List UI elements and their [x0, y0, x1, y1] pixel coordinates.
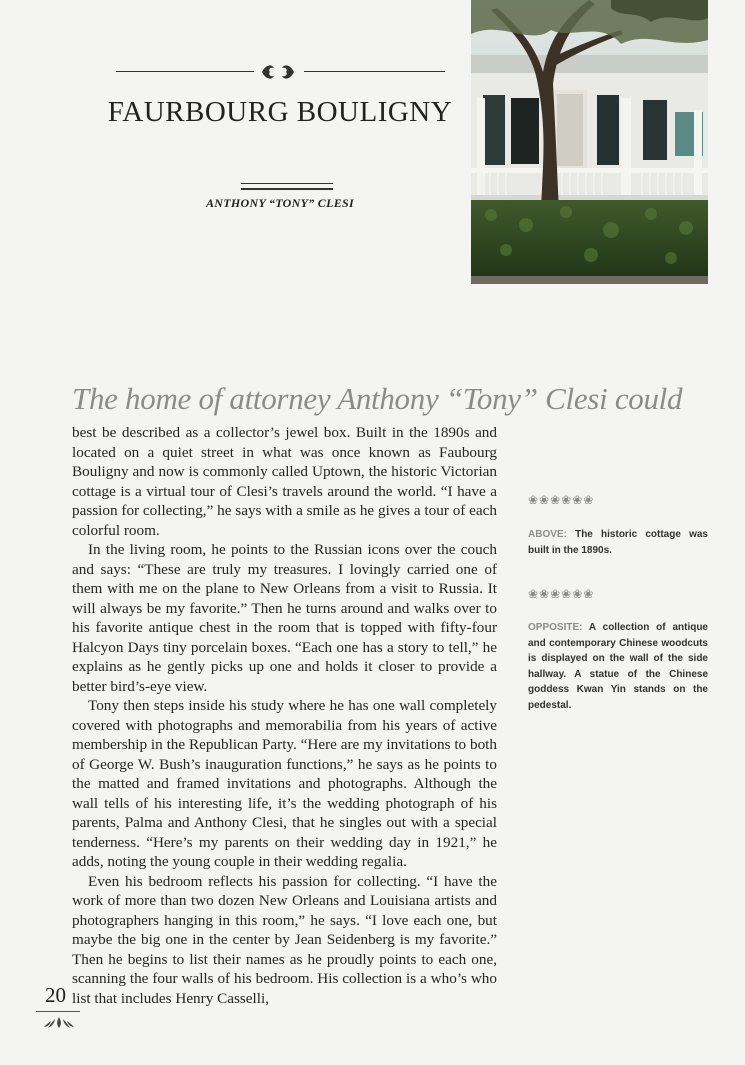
footer-ornament-icon: [44, 1015, 74, 1029]
fleuron-ornament-icon: [256, 60, 300, 84]
article-body: [72, 423, 497, 1008]
house-porch-photo-icon: [471, 0, 708, 284]
page-number: 20: [45, 983, 66, 1007]
caption-text: The historic cottage was built in the 1890s.: [528, 529, 708, 556]
footer-rule: [36, 1011, 80, 1012]
title-divider: [241, 183, 333, 190]
header-rule-left: [116, 71, 254, 72]
article-title: FAURBOURG BOULIGNY: [107, 96, 453, 128]
caption-label: ABOVE:: [528, 529, 567, 540]
byline: ANTHONY “TONY” CLESI: [205, 196, 354, 210]
caption-text: A collection of antique and contemporary Chinese woodcuts is displayed on the wall of the side hallway. A statue of the Chinese goddess Kwan Yin stands on the pedestal.: [528, 622, 708, 711]
paragraph: best be described as a collector’s jewel box. Built in the 1890s and located on a quiet street in what was once known as Faubourg Bouligny and now is commonly called Uptown, the historic Victorian cottage is a virtual tour of Clesi’s travels around the world. “I have a passion for collecting,” he says with a smile as he gives a tour of each colorful room.: [72, 424, 497, 539]
caption-label: OPPOSITE:: [528, 622, 583, 633]
paragraph: Tony then steps inside his study where he has one wall completely covered with photographs and memorabilia from his years of active membership in the Republican Party. “Here are my invitations to both of George W. Bush’s inauguration functions,” he says as he points to the matted and framed invitations and photographs. Although the wall tells of his interesting life, it’s the wedding photograph of his parents, Palma and Anthony Clesi, that he singles out with a special tenderness. “Here’s my parents on their wedding day in 1921,” he adds, noting the young couple in their wedding regalia.: [72, 697, 497, 870]
caption-ornament-icon: ❀❀❀❀❀❀: [528, 493, 595, 507]
header-rule-right: [304, 71, 445, 72]
article-lead-in: The home of attorney Anthony “Tony” Clesi could: [72, 381, 683, 416]
house-photo: [471, 0, 708, 284]
caption-ornament-icon: ❀❀❀❀❀❀: [528, 587, 595, 601]
paragraph: Even his bedroom reflects his passion for collecting. “I have the work of more than two dozen New Orleans and Louisiana artists and photographers hanging in this room,” he says. “I love each one, but maybe the big one in the center by Jean Seidenberg is my favorite.” Then he begins to list their names as he proudly points to each one, scanning the four walls of his bedroom. His collection is a who’s who list that includes Henry Casselli,: [72, 872, 497, 1007]
caption-opposite: [528, 620, 708, 713]
paragraph: In the living room, he points to the Russian icons over the couch and says: “These are truly my treasures. I lovingly carried one of them with me on the plane to New Orleans from a visit to Russia. It will always be my favorite.” Then he turns around and walks over to his favorite antique chest in the room that is topped with fifty-four Halcyon Days tiny porcelain boxes. “Each one has a story to tell,” he explains as he gently picks up one and holds it closer to provide a better bird’s-eye view.: [72, 541, 497, 695]
caption-above: [528, 527, 708, 558]
